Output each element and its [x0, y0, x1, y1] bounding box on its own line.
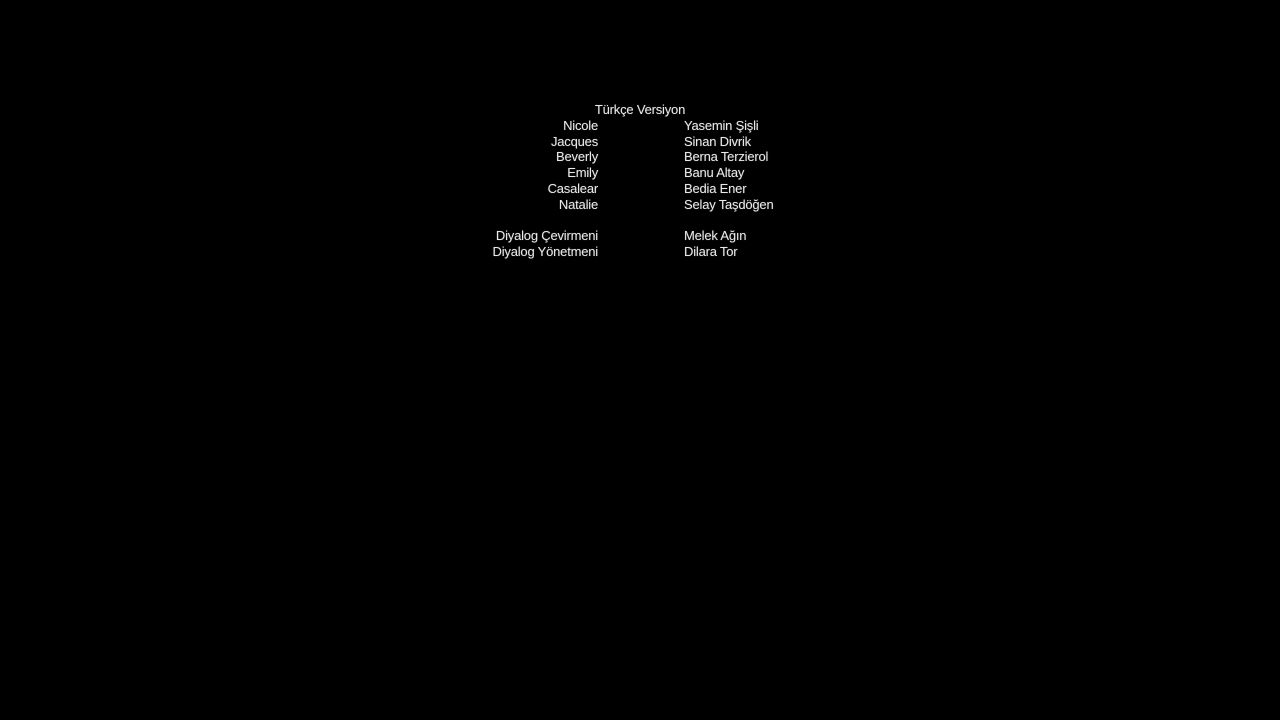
credits-title: Türkçe Versiyon [594, 102, 686, 117]
crew-role: Diyalog Yönetmeni [492, 244, 598, 260]
character-name: Natalie [558, 196, 598, 212]
credit-row [0, 181, 1280, 197]
credit-row [0, 134, 1280, 150]
character-name: Casalear [547, 180, 598, 196]
credit-row [0, 228, 1280, 244]
credit-row [0, 118, 1280, 134]
character-name: Emily [567, 165, 598, 181]
credit-row [0, 165, 1280, 181]
credit-row [0, 197, 1280, 213]
character-name: Jacques [550, 133, 598, 149]
voice-actor-name: Yasemin Şişli [684, 117, 759, 133]
credits-spacer [0, 213, 1280, 229]
crew-role: Diyalog Çevirmeni [495, 228, 598, 244]
character-name: Nicole [563, 117, 598, 133]
voice-actor-name: Sinan Divrik [684, 133, 751, 149]
crew-name: Dilara Tor [684, 244, 738, 260]
voice-actor-name: Selay Taşdöğen [684, 196, 774, 212]
voice-actor-name: Bedia Ener [684, 180, 747, 196]
voice-actor-name: Berna Terzierol [684, 149, 769, 165]
credit-row [0, 244, 1280, 260]
voice-actor-name: Banu Altay [684, 165, 745, 181]
crew-name: Melek Ağın [684, 228, 747, 244]
credits-block [0, 102, 1280, 260]
credit-row [0, 149, 1280, 165]
character-name: Beverly [556, 149, 598, 165]
